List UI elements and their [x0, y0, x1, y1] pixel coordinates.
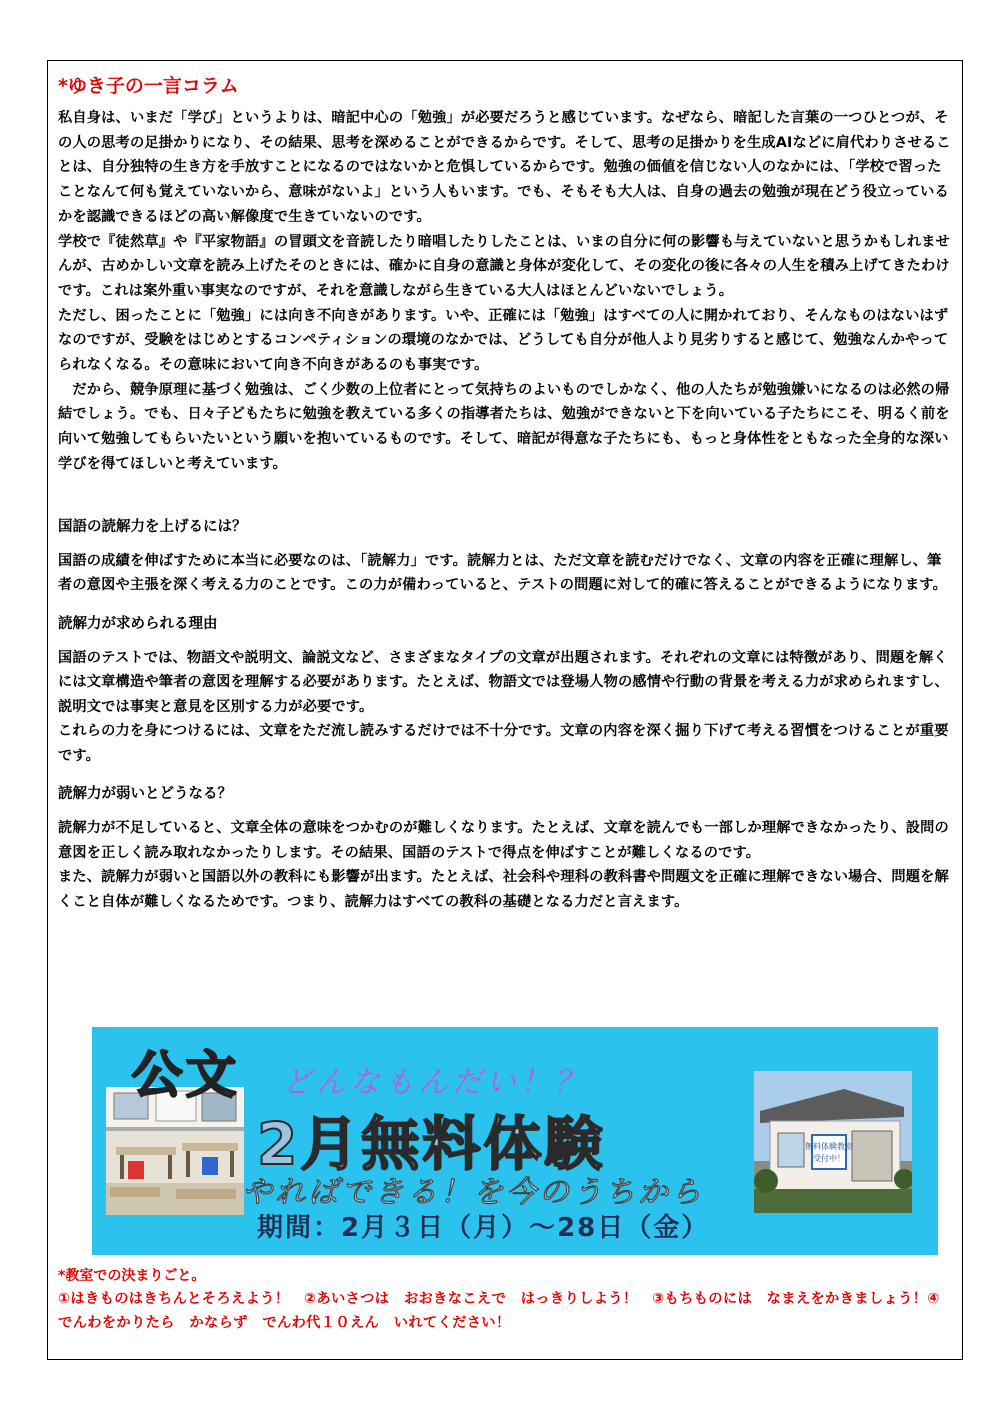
column-paragraph: 私自身は、いまだ「学び」というよりは、暗記中心の「勉強」が必要だろうと感じています。なぜなら、暗記した言葉の一つひとつが、その人の思考の足掛かりになり、その結果、思考を深めることができるからです。そして、思考の足掛かりを生成AIなどに肩代わりさせることは、自分独特の生き方を手放すことになるのではないかと危惧しているからです。勉強の価値を信じない人のなかには、「学校で習ったことなんて何も覚えていないから、意味がないよ」という人もいます。でも、そもそも大人は、自身の過去の勉強が現在どう役立っているかを認識できるほどの高い解像度で生きていないのです。 — [58, 110, 951, 225]
classroom-building-photo — [754, 1071, 912, 1213]
section-paragraph: 読解力が不足していると、文章全体の意味をつかむのが難しくなります。たとえば、文章を読んでも一部しか理解できなかったり、設問の意図を正しく読み取れなかったりします。その結果、国語のテストで得点を伸ばすことが難しくなるのです。 — [58, 820, 949, 861]
section-heading: 読解力が弱いとどうなる？ — [58, 786, 232, 803]
classroom-rules — [58, 1265, 954, 1335]
column-paragraph: ただし、困ったことに「勉強」には向き不向きがあります。いや、正確には「勉強」はすべての人に開かれており、そんなものはないはずなのですが、受験をはじめとするコンペティションの環境のなかでは、どうしても自分が他人より見劣りすると感じて、勉強なんかやってられなくなる。その意味において向き不向きがあるのも事実です。 — [58, 307, 949, 374]
banner-title: 2月無料体験 — [257, 1110, 606, 1178]
banner-catchphrase: どんなもんだい！？ — [282, 1065, 588, 1100]
column-title: *ゆき子の一言コラム — [58, 75, 239, 97]
section-paragraph: これらの力を身につけるには、文章をただ流し読みするだけでは不十分です。文章の内容を深く掘り下げて考える習慣をつけることが重要です。 — [58, 723, 949, 764]
rules-text: ①はきものはきちんとそろえよう！ ②あいさつは おおきなこえで はっきりしよう！ ③もちものには なまえをかきましょう！④でんわをかりたら かならず でんわ代１０えん いれてください！ — [58, 1291, 940, 1331]
banner-slogan: やればできる！を今のうちから — [242, 1175, 704, 1210]
section-paragraph: 国語の成績を伸ばすために本当に必要なのは、「読解力」です。読解力とは、ただ文章を読むだけでなく、文章の内容を正確に理解し、筆者の意図や主張を深く考える力のことです。この力が備わっていると、テストの問題に対して的確に答えることができるようになります。 — [58, 552, 948, 594]
section-paragraph: 国語のテストでは、物語文や説明文、論説文など、さまざまなタイプの文章が出題されます。それぞれの文章には特徴があり、問題を解くには文章構造や筆者の意図を理解する必要があります。たとえば、物語文では登場人物の感情や行動の背景を考える力が求められますし、説明文では事実と意見を区別する力が必要です。 — [58, 649, 949, 715]
section-heading: 国語の読解力を上げるには？ — [58, 518, 247, 535]
column-paragraph: 学校で『徒然草』や『平家物語』の冒頭文を音読したり暗唱したりしたことは、いまの自分に何の影響も与えていないと思うかもしれませんが、古めかしい文章を読み上げたそのときには、確かに自身の意識と身体が変化して、その変化の後に各々の人生を積み上げてきたわけです。これは案外重い事実なのですが、それを意識しながら生きている大人はほとんどいないでしょう。 — [58, 233, 951, 299]
trial-banner — [92, 1027, 938, 1255]
sign-line-1: 無料体験教室 — [805, 1142, 853, 1151]
sign-line-2: 受付中！ — [813, 1154, 845, 1163]
column-paragraph: だから、競争原理に基づく勉強は、ごく少数の上位者にとって気持ちのよいものでしかなく、他の人たちが勉強嫌いになるのは必然の帰結でしょう。でも、日々子どもたちに勉強を教えている多くの指導者たちは、勉強ができないと下を向いている子たちにこそ、明るく前を向いて勉強してもらいたいという願いを抱いているものです。そして、暗記が得意な子たちにも、もっと身体性をともなった全身的な深い学びを得てほしいと考えています。 — [58, 381, 950, 472]
kumon-logo-text: 公文 — [132, 1045, 240, 1104]
section-heading: 読解力が求められる理由 — [58, 615, 218, 632]
main-content — [58, 72, 954, 914]
banner-period: 期間：2月３日（月）～28日（金） — [257, 1213, 710, 1243]
rules-title: *教室での決まりごと。 — [58, 1268, 206, 1284]
section-paragraph: また、読解力が弱いと国語以外の教科にも影響が出ます。たとえば、社会科や理科の教科書や問題文を正確に理解できない場合、問題を解くこと自体が難しくなるためです。つまり、読解力はすべての教科の基礎となる力だと言えます。 — [58, 869, 949, 910]
